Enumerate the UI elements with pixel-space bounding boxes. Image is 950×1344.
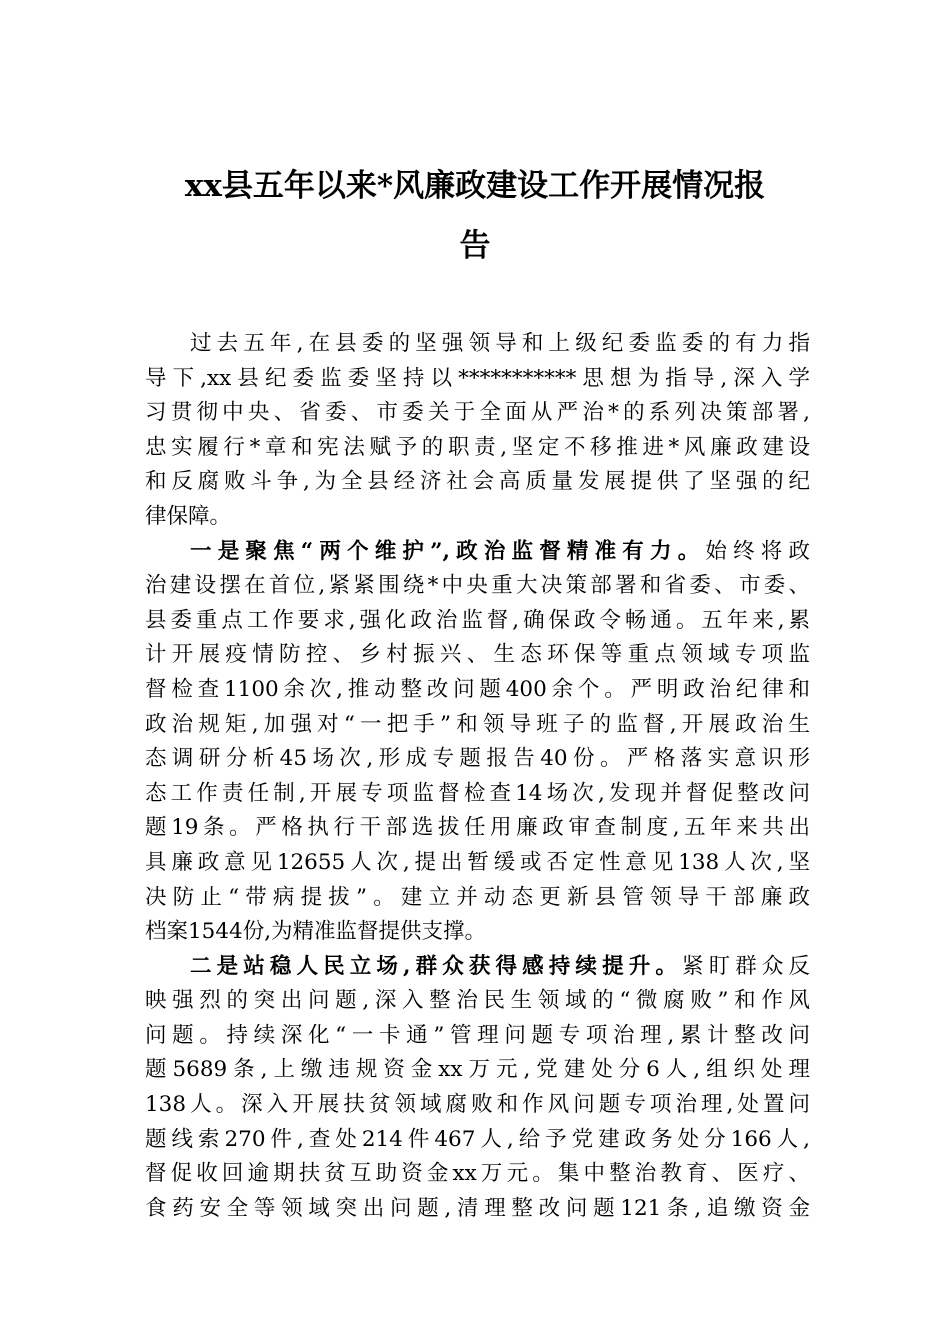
- text-line: 县委重点工作要求,强化政治监督,确保政令畅通。五年来,累: [145, 607, 810, 633]
- text-line: 题19条。严格执行干部选拔任用廉政审查制度,五年来共出: [145, 815, 810, 841]
- text-line: 导下,xx县纪委监委坚持以***********思想为指导,深入学: [145, 365, 810, 391]
- heading-continuation: 紧盯群众反: [681, 953, 810, 979]
- paragraph-heading: 一是聚焦“两个维护”,政治监督精准有力。: [190, 538, 706, 564]
- paragraph-political-supervision: [145, 535, 810, 950]
- text-line-with-heading: [145, 535, 810, 570]
- text-line: 习贯彻中央、省委、市委关于全面从严治*的系列决策部署,: [145, 400, 810, 426]
- paragraph-people-centered: [145, 950, 810, 1227]
- text-line: 和反腐败斗争,为全县经济社会高质量发展提供了坚强的纪: [145, 469, 810, 495]
- text-line: 食药安全等领域突出问题,清理整改问题121条,追缴资金: [145, 1195, 810, 1221]
- text-line: 过去五年,在县委的坚强领导和上级纪委监委的有力指: [190, 331, 810, 356]
- text-line: 治建设摆在首位,紧紧围绕*中央重大决策部署和省委、市委、: [145, 573, 810, 599]
- text-line-with-heading: [145, 950, 810, 985]
- text-line: 督促收回逾期扶贫互助资金xx万元。集中整治教育、医疗、: [145, 1161, 810, 1187]
- text-line: 律保障。: [145, 503, 232, 529]
- text-line: 态工作责任制,开展专项监督检查14场次,发现并督促整改问: [145, 780, 810, 806]
- text-line: 具廉政意见12655人次,提出暂缓或否定性意见138人次,坚: [145, 849, 810, 875]
- text-line: 问题。持续深化“一卡通”管理问题专项治理,累计整改问: [145, 1022, 810, 1048]
- text-line: 档案1544份,为精准监督提供支撑。: [145, 919, 487, 945]
- document-title-line-2: 告: [459, 228, 491, 264]
- text-line: 题线索270件,查处214件467人,给予党建政务处分166人,: [145, 1126, 810, 1152]
- paragraph-intro: [145, 327, 810, 535]
- text-line: 决防止“带病提拔”。建立并动态更新县管领导干部廉政: [145, 884, 810, 910]
- document-title-line-1: xx县五年以来*风廉政建设工作开展情况报: [184, 168, 766, 204]
- text-line: 138人。深入开展扶贫领域腐败和作风问题专项治理,处置问: [145, 1092, 810, 1118]
- paragraph-heading: 二是站稳人民立场,群众获得感持续提升。: [190, 953, 682, 979]
- text-line: 督检查1100余次,推动整改问题400余个。严明政治纪律和: [145, 676, 810, 702]
- text-line: 态调研分析45场次,形成专题报告40份。严格落实意识形: [145, 746, 810, 772]
- text-line: 计开展疫情防控、乡村振兴、生态环保等重点领域专项监: [145, 642, 810, 668]
- document-body: [145, 327, 810, 1226]
- text-line: 政治规矩,加强对“一把手”和领导班子的监督,开展政治生: [145, 711, 810, 737]
- heading-continuation: 始终将政: [705, 538, 810, 564]
- text-line: 题5689条,上缴违规资金xx万元,党建处分6人,组织处理: [145, 1057, 810, 1083]
- text-line: 映强烈的突出问题,深入整治民生领域的“微腐败”和作风: [145, 988, 810, 1014]
- text-line: 忠实履行*章和宪法赋予的职责,坚定不移推进*风廉政建设: [145, 434, 810, 460]
